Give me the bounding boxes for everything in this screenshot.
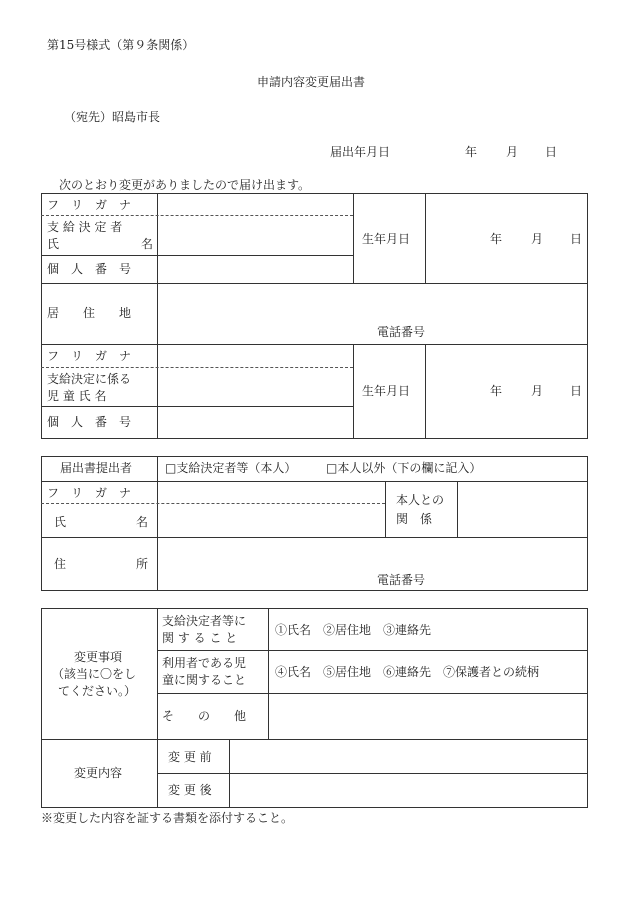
- recipient-name-label-line1: 支 給 決 定 者: [47, 220, 123, 234]
- submitter-label: 届出書提出者: [60, 461, 133, 475]
- submitter-phone-label: 電話番号: [377, 573, 426, 587]
- submitter-other-checkbox[interactable]: □本人以外（下の欄に記入）: [326, 461, 482, 475]
- before-change-label: 変 更 前: [168, 750, 212, 764]
- change-items-label: 変更事項: [74, 650, 123, 664]
- category-other-label: そ の 他: [162, 709, 247, 723]
- recipient-name-label-a: 氏: [47, 237, 60, 251]
- submitter-self-checkbox[interactable]: □支給決定者等（本人）: [165, 461, 297, 475]
- addressee: （宛先）昭島市長: [64, 110, 161, 124]
- category-recipient-line2: 関 す る こ と: [162, 631, 238, 645]
- relation-label-line2: 関 係: [396, 512, 433, 526]
- submitter-furigana-label: フ リ ガ ナ: [47, 486, 132, 500]
- change-content-label: 変更内容: [74, 766, 123, 780]
- category-recipient-options[interactable]: ①氏名 ②居住地 ③連絡先: [275, 623, 432, 637]
- child-birthdate-label: 生年月日: [362, 384, 411, 398]
- my-number-label: 個 人 番 号: [47, 262, 132, 276]
- child-birthdate-month: 月: [531, 384, 544, 398]
- change-items-note-line2: てください。）: [58, 684, 137, 698]
- date-label: 届出年月日: [330, 145, 391, 159]
- category-child-options[interactable]: ④氏名 ⑤居住地 ⑥連絡先 ⑦保護者との続柄: [275, 665, 540, 679]
- relation-label-line1: 本人との: [396, 493, 445, 507]
- submitter-name-label-b: 名: [136, 515, 149, 529]
- category-child-line2: 童に関すること: [162, 673, 247, 687]
- document-title: 申請内容変更届出書: [257, 75, 366, 89]
- submitter-name-label-a: 氏: [54, 515, 67, 529]
- date-day: 日: [545, 145, 558, 159]
- address-label-b: 所: [136, 557, 149, 571]
- form-number: 第15号様式（第９条関係）: [47, 38, 195, 52]
- category-child-line1: 利用者である児: [162, 656, 247, 670]
- child-name-label-line2: 児 童 氏 名: [47, 389, 107, 403]
- birthdate-day: 日: [570, 232, 583, 246]
- intro-text: 次のとおり変更がありましたので届け出ます。: [59, 178, 311, 192]
- change-items-note-line1: （該当に〇をし: [52, 667, 137, 681]
- phone-label: 電話番号: [377, 325, 426, 339]
- birthdate-label: 生年月日: [362, 232, 411, 246]
- child-my-number-label: 個 人 番 号: [47, 415, 132, 429]
- child-name-label-line1: 支給決定に係る: [47, 372, 132, 386]
- date-month: 月: [506, 145, 519, 159]
- residence-label: 居 住 地: [47, 306, 132, 320]
- child-birthdate-day: 日: [570, 384, 583, 398]
- address-label-a: 住: [54, 557, 67, 571]
- child-birthdate-year: 年: [490, 384, 503, 398]
- category-recipient-line1: 支給決定者等に: [162, 614, 247, 628]
- birthdate-month: 月: [531, 232, 544, 246]
- date-year: 年: [465, 145, 478, 159]
- recipient-name-label-b: 名: [141, 237, 154, 251]
- after-change-label: 変 更 後: [168, 783, 212, 797]
- birthdate-year: 年: [490, 232, 503, 246]
- furigana-label: フ リ ガ ナ: [47, 198, 132, 212]
- footer-note: ※変更した内容を証する書類を添付すること。: [41, 811, 294, 825]
- child-furigana-label: フ リ ガ ナ: [47, 349, 132, 363]
